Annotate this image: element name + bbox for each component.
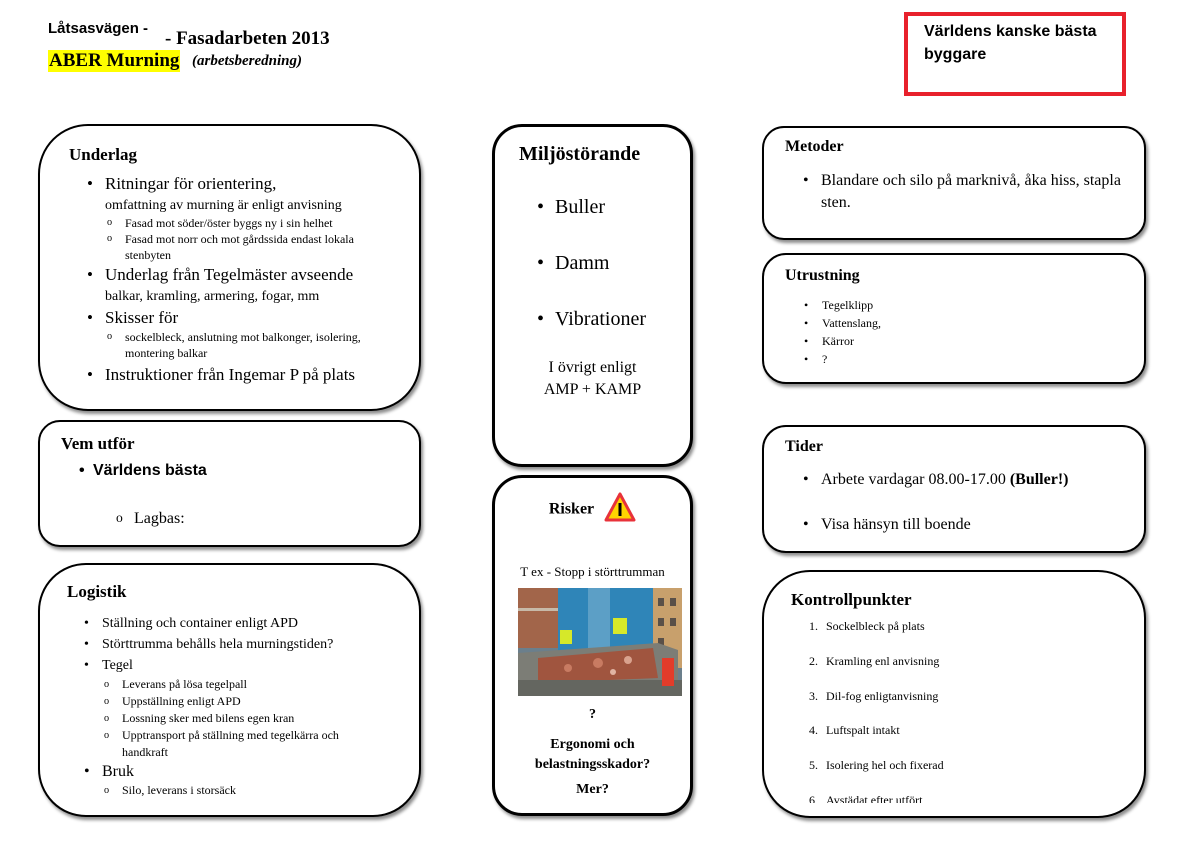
item-subtext: omfattning av murning är enligt anvisning bbox=[105, 198, 342, 213]
metoder-title: Metoder bbox=[785, 138, 844, 155]
list-item: • Störttrumma behålls hela murningstiden? bbox=[82, 634, 402, 655]
list-item: • Visa hänsyn till boende bbox=[801, 514, 1068, 536]
list-item bbox=[85, 307, 405, 361]
list-subitem: o Fasad mot norr och mot gårdssida endast lokala stenbyten bbox=[105, 231, 375, 263]
list-item bbox=[809, 756, 1109, 791]
item-number: 5. bbox=[809, 758, 818, 772]
item-bold-text: (Buller!) bbox=[1009, 471, 1069, 488]
list-item: • Vattenslang, bbox=[802, 314, 881, 332]
miljo-note-line1: I övrigt enligt bbox=[548, 359, 637, 376]
list-subitem: o Lossning sker med bilens egen kran bbox=[102, 710, 402, 727]
list-item: • ? bbox=[802, 350, 881, 368]
item-label: Avstädat efter utfört bbox=[826, 793, 923, 803]
tider-title: Tider bbox=[785, 438, 823, 455]
kontroll-box bbox=[762, 570, 1146, 818]
item-number: 6 bbox=[809, 793, 815, 803]
list-subitem: o sockelbleck, anslutning mot balkonger, isolering, montering balkar bbox=[105, 329, 365, 361]
item-label: Isolering hel och fixerad bbox=[826, 758, 944, 772]
underlag-box bbox=[38, 124, 421, 411]
risker-question: ? bbox=[589, 707, 596, 722]
item-text: Ritningar för orientering, bbox=[105, 174, 277, 193]
item-text: Arbete vardagar 08.00-17.00 bbox=[821, 471, 1006, 488]
item-label: Sockelbleck på plats bbox=[826, 619, 925, 633]
item-number: 2. bbox=[809, 654, 818, 668]
aber-subtitle: (arbetsberedning) bbox=[192, 53, 302, 69]
list-item: • Ställning och container enligt APD bbox=[82, 613, 402, 634]
header-title-prefix: Låtsasvägen - bbox=[48, 20, 149, 37]
metoder-box bbox=[762, 126, 1146, 240]
risker-title: Risker bbox=[548, 500, 595, 518]
item-text: Bruk bbox=[102, 763, 134, 780]
list-subitem: o Upptransport på ställning med tegelkärra och handkraft bbox=[102, 727, 382, 761]
list-item bbox=[82, 655, 402, 761]
risker-box bbox=[492, 475, 693, 816]
risker-mer: Mer? bbox=[576, 782, 609, 797]
list-subitem: o Uppställning enligt APD bbox=[102, 693, 402, 710]
list-item bbox=[82, 761, 402, 799]
item-text: Tegel bbox=[102, 658, 133, 673]
kontroll-title: Kontrollpunkter bbox=[791, 590, 912, 609]
item-number: 1. bbox=[809, 619, 818, 633]
list-subitem: o Silo, leverans i storsäck bbox=[102, 782, 402, 799]
list-subitem: o Leverans på lösa tegelpall bbox=[102, 676, 402, 693]
list-subitem: o Fasad mot söder/öster byggs ny i sin helhet bbox=[105, 215, 405, 231]
item-number: 4. bbox=[809, 723, 818, 737]
list-subitem: o Lagbas: bbox=[114, 510, 185, 528]
list-item bbox=[809, 791, 1109, 803]
list-item: • Vibrationer bbox=[535, 291, 646, 347]
aber-title: ABER Murning bbox=[49, 50, 180, 71]
item-label: Luftspalt intakt bbox=[826, 723, 900, 737]
underlag-title: Underlag bbox=[69, 145, 137, 164]
item-subtext: balkar, kramling, armering, fogar, mm bbox=[105, 289, 320, 304]
list-item bbox=[809, 687, 1109, 721]
list-item: • Tegelklipp bbox=[802, 296, 881, 314]
risker-example: T ex - Stopp i störttrumman bbox=[520, 564, 665, 579]
vem-box bbox=[38, 420, 421, 547]
list-item bbox=[85, 265, 405, 307]
item-label: Dil-fog enligtanvisning bbox=[826, 689, 939, 703]
utrustning-box bbox=[762, 253, 1146, 384]
risker-ergonomi: Ergonomi och belastningsskador? bbox=[534, 737, 651, 772]
list-item: • Buller bbox=[535, 179, 646, 235]
list-item: • Kärror bbox=[802, 332, 881, 350]
list-item bbox=[801, 469, 1068, 491]
tider-box bbox=[762, 425, 1146, 553]
item-text: Underlag från Tegelmäster avseende bbox=[105, 265, 354, 284]
list-item: • Damm bbox=[535, 235, 646, 291]
list-item: • Världens bästa bbox=[77, 462, 207, 480]
miljo-note-line2: AMP + KAMP bbox=[543, 381, 642, 398]
list-item: • Instruktioner från Ingemar P på plats bbox=[85, 364, 405, 386]
miljo-box bbox=[492, 124, 693, 467]
list-item bbox=[809, 617, 1109, 652]
logistik-box bbox=[38, 563, 421, 817]
list-item: • Blandare och silo på marknivå, åka hiss, stapla sten. bbox=[801, 170, 1121, 214]
callout-box bbox=[904, 12, 1126, 96]
list-item bbox=[809, 721, 1109, 756]
item-text: Skisser för bbox=[105, 308, 179, 327]
callout-text: Världens kanske bästa byggare bbox=[924, 23, 1097, 63]
dumpster-photo bbox=[518, 588, 682, 696]
header-title-suffix: - Fasadarbeten 2013 bbox=[165, 28, 330, 49]
miljo-title: Miljöstörande bbox=[519, 143, 641, 165]
item-number: 3. bbox=[809, 689, 818, 703]
item-label: Kramling enl anvisning bbox=[826, 654, 940, 668]
vem-title: Vem utför bbox=[61, 434, 135, 453]
list-item bbox=[809, 652, 1109, 687]
list-item bbox=[85, 174, 405, 263]
warning-triangle-icon bbox=[604, 492, 636, 527]
utrustning-title: Utrustning bbox=[785, 267, 860, 284]
logistik-title: Logistik bbox=[67, 582, 127, 601]
